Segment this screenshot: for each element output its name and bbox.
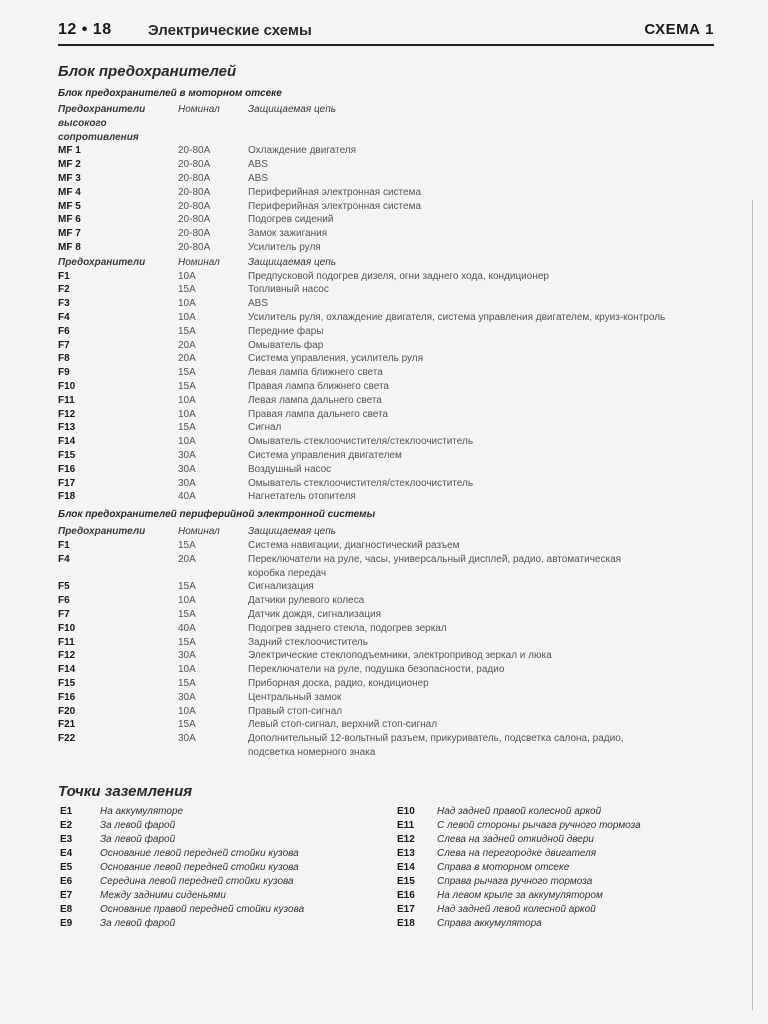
fuse-code: F6 (58, 325, 70, 337)
fuse-row (0, 732, 768, 746)
fuse-circuit: Правый стоп-сигнал (248, 705, 343, 717)
fuse-rating: 15А (178, 719, 196, 731)
fuse-code: F14 (58, 436, 76, 448)
fuse-row (0, 144, 768, 158)
column-header-fuses: Предохранители (58, 104, 146, 115)
fuse-circuit: Подогрев сидений (248, 214, 334, 226)
ground-code: E15 (397, 876, 415, 887)
ground-code: E6 (60, 876, 73, 887)
fuse-code: F22 (58, 733, 76, 745)
fuse-circuit: Правая лампа дальнего света (248, 408, 389, 420)
table-header-row (0, 117, 768, 131)
fuse-code: MF 8 (58, 242, 81, 253)
fuse-code: F7 (58, 339, 70, 351)
fuse-circuit: Приборная доска, радио, кондиционер (248, 678, 429, 689)
ground-location: За левой фарой (100, 834, 176, 845)
table-header-row (0, 103, 768, 117)
fuse-code: F20 (58, 705, 76, 717)
table-header-row (0, 525, 768, 539)
fuse-circuit: Задний стеклоочиститель (248, 636, 368, 648)
fuse-row (0, 325, 768, 339)
fuse-circuit: Датчик дождя, сигнализация (248, 609, 382, 620)
ground-code: E7 (60, 890, 73, 901)
fuse-code: F16 (58, 463, 76, 475)
fuse-row (0, 649, 768, 663)
ground-location: Слева на перегородке двигателя (437, 848, 597, 859)
fuse-rating: 20-80А (178, 145, 211, 157)
fuse-rating: 20-80А (178, 186, 211, 198)
fuse-rating: 10А (178, 312, 196, 323)
fuse-code: F12 (58, 408, 76, 420)
fuse-code: F17 (58, 477, 76, 489)
ground-location: С левой стороны рычага ручного тормоза (437, 820, 641, 831)
fuse-circuit: Омыватель стеклоочистителя/стеклоочиститель (248, 436, 474, 448)
ground-code: E12 (397, 834, 415, 845)
ground-location: Слева на задней откидной двери (437, 834, 594, 845)
fuse-circuit: Датчики рулевого колеса (248, 595, 365, 607)
fuse-row-continuation (0, 746, 768, 760)
fuse-row (0, 636, 768, 650)
ground-location: За левой фарой (100, 918, 176, 929)
fuse-rating: 15А (178, 367, 196, 379)
ground-code: E4 (60, 848, 73, 859)
ground-code: E18 (397, 918, 415, 929)
fuse-rating: 20-80А (178, 200, 211, 212)
page-header (58, 20, 714, 46)
column-header-circuit: Защищаемая цепь (248, 256, 336, 268)
fuse-circuit: ABS (248, 298, 269, 310)
fuse-circuit: Сигнализация (248, 581, 314, 593)
column-header-rating: Номинал (178, 104, 220, 115)
fuse-rating: 15А (178, 381, 196, 392)
fuse-circuit: Омыватель стеклоочистителя/стеклоочиститель (248, 477, 474, 489)
fuse-circuit: Предпусковой подогрев дизеля, огни заднего хода, кондиционер (248, 270, 549, 282)
fuse-row (0, 394, 768, 408)
fuse-code: F1 (58, 270, 70, 282)
ground-location: Над задней левой колесной аркой (437, 904, 596, 915)
column-header-circuit: Защищаемая цепь (248, 526, 336, 538)
fuse-circuit: Система управления двигателем (248, 450, 402, 461)
fuse-code: F2 (58, 284, 70, 296)
fuse-circuit: Подогрев заднего стекла, подогрев зеркал (248, 622, 447, 634)
fuse-row (0, 677, 768, 691)
fuse-rating: 30А (178, 733, 196, 745)
fuse-code: F3 (58, 298, 70, 310)
fuse-rating: 15А (178, 325, 196, 337)
fuse-row (0, 718, 768, 732)
fuse-circuit: ABS (248, 159, 269, 171)
fuse-row (0, 311, 768, 325)
fuse-circuit: ABS (248, 173, 269, 184)
fuse-rating: 10А (178, 664, 196, 676)
fuse-row (0, 553, 768, 567)
fuse-rating: 30А (178, 691, 196, 703)
fuse-circuit: коробка передач (248, 567, 327, 579)
fuse-circuit: Система управления, усилитель руля (248, 353, 424, 365)
fuse-row (0, 380, 768, 394)
ground-location: Основание левой передней стойки кузова (100, 848, 299, 859)
fuse-code: MF 7 (58, 228, 81, 240)
fuse-code: F1 (58, 540, 70, 551)
ground-location: Справа в моторном отсеке (437, 862, 570, 873)
fuse-code: F14 (58, 664, 76, 676)
fuse-code: MF 1 (58, 145, 81, 157)
fuse-row (0, 200, 768, 214)
fuse-code: F9 (58, 367, 70, 379)
fuse-code: MF 6 (58, 214, 81, 226)
ground-location: На левом крыле за аккумулятором (437, 890, 603, 901)
fuse-row (0, 172, 768, 186)
fuse-row (0, 213, 768, 227)
fuse-circuit: подсветка номерного знака (248, 747, 376, 758)
header-title: Электрические схемы (148, 22, 312, 39)
fuse-row (0, 608, 768, 622)
fuse-circuit: Периферийная электронная система (248, 200, 422, 212)
column-header-fuses: Предохранители (58, 526, 146, 538)
fuse-rating: 40А (178, 622, 196, 634)
ground-code: E3 (60, 834, 73, 845)
fuse-code: F15 (58, 450, 76, 461)
fuse-circuit: Дополнительный 12-вольтный разъем, прикуриватель, подсветка салона, радио, (248, 733, 624, 745)
fuse-row (0, 449, 768, 463)
fuse-row (0, 270, 768, 284)
fuse-circuit: Охлаждение двигателя (248, 145, 357, 157)
fuse-row (0, 283, 768, 297)
fuse-row (0, 490, 768, 504)
fuse-row (0, 421, 768, 435)
fuse-rating: 20-80А (178, 228, 211, 240)
fuse-rating: 15А (178, 540, 196, 551)
ground-code: E14 (397, 862, 415, 873)
fuse-circuit: Передние фары (248, 325, 324, 337)
fuse-rating: 20А (178, 353, 196, 365)
fuse-rating: 20-80А (178, 173, 211, 184)
column-header-fuses: сопротивления (58, 131, 139, 143)
fuse-row (0, 366, 768, 380)
fuse-code: F12 (58, 650, 76, 662)
fuse-row (0, 477, 768, 491)
ground-code: E16 (397, 890, 415, 901)
fuse-row (0, 594, 768, 608)
ground-location: Основание левой передней стойки кузова (100, 862, 299, 873)
fuse-rating: 10А (178, 436, 196, 448)
table-header-row (0, 131, 768, 145)
fuse-row (0, 158, 768, 172)
fuse-row (0, 539, 768, 553)
fuse-code: F4 (58, 553, 70, 565)
fuse-rating: 15А (178, 609, 196, 620)
fuse-row (0, 691, 768, 705)
grounds-title: Точки заземления (58, 783, 193, 800)
fuse-circuit: Левая лампа дальнего света (248, 394, 382, 406)
fuse-circuit: Левая лампа ближнего света (248, 367, 383, 379)
fuse-circuit: Периферийная электронная система (248, 186, 422, 198)
fuse-row (0, 622, 768, 636)
fuse-code: F5 (58, 581, 70, 593)
fuse-code: F7 (58, 609, 70, 620)
page-number: 12 • 18 (58, 21, 112, 38)
fuse-rating: 15А (178, 678, 196, 689)
engine-block-subtitle: Блок предохранителей в моторном отсеке (58, 88, 282, 99)
table-header-row (0, 256, 768, 270)
fuse-rating: 40А (178, 491, 196, 503)
fuse-code: F6 (58, 595, 70, 607)
fuse-rating: 15А (178, 581, 196, 593)
ground-location: Над задней правой колесной аркой (437, 806, 602, 817)
column-header-fuses: высокого (58, 117, 107, 129)
fuse-circuit: Омыватель фар (248, 339, 324, 351)
ground-location: Основание правой передней стойки кузова (100, 904, 305, 915)
ground-location: Между задними сиденьями (100, 890, 226, 901)
fuse-circuit: Воздушный насос (248, 463, 332, 475)
fuse-circuit: Переключатели на руле, часы, универсальный дисплей, радио, автоматическая (248, 553, 622, 565)
ground-code: E13 (397, 848, 415, 859)
ground-code: E10 (397, 806, 415, 817)
fuse-circuit: Левый стоп-сигнал, верхний стоп-сигнал (248, 719, 438, 731)
fuse-rating: 10А (178, 595, 196, 607)
fuse-code: MF 2 (58, 159, 81, 171)
fuse-code: F4 (58, 312, 70, 323)
fuse-rating: 15А (178, 636, 196, 648)
fuse-circuit: Система навигации, диагностический разъем (248, 540, 460, 551)
scheme-label: СХЕМА 1 (644, 21, 714, 38)
fuse-rating: 10А (178, 298, 196, 310)
ground-location: За левой фарой (100, 820, 176, 831)
fuse-code: F16 (58, 691, 76, 703)
fuse-row (0, 339, 768, 353)
fuse-circuit: Нагнетатель отопителя (248, 491, 356, 503)
column-header-rating: Номинал (178, 526, 220, 538)
column-header-circuit: Защищаемая цепь (248, 104, 336, 115)
fuse-rating: 10А (178, 270, 196, 282)
fuse-row (0, 408, 768, 422)
ground-location: На аккумуляторе (100, 806, 184, 817)
fuse-rating: 15А (178, 284, 196, 296)
fuse-code: F13 (58, 422, 76, 434)
fuse-circuit: Усилитель руля, охлаждение двигателя, система управления двигателем, круиз-контроль (248, 312, 666, 323)
fuse-circuit: Замок зажигания (248, 228, 328, 240)
fuse-code: MF 4 (58, 186, 81, 198)
column-header-rating: Номинал (178, 256, 220, 268)
fuse-rating: 20А (178, 553, 196, 565)
ground-code: E2 (60, 820, 73, 831)
fuse-code: F11 (58, 636, 75, 648)
fuse-code: MF 3 (58, 173, 81, 184)
fuse-code: F15 (58, 678, 76, 689)
fuse-rating: 15А (178, 422, 196, 434)
ground-code: E11 (397, 820, 415, 831)
fuse-circuit: Центральный замок (248, 691, 342, 703)
fuse-circuit: Усилитель руля (248, 242, 321, 253)
fuse-rating: 20-80А (178, 242, 211, 253)
fuse-row (0, 705, 768, 719)
fuse-circuit: Электрические стеклоподъемники, электропривод зеркал и люка (248, 650, 552, 662)
fuse-rating: 20-80А (178, 159, 211, 171)
fuse-row (0, 297, 768, 311)
fuse-row (0, 227, 768, 241)
fuse-row (0, 352, 768, 366)
fuse-rating: 10А (178, 408, 196, 420)
ground-code: E1 (60, 806, 73, 817)
fuse-code: F21 (58, 719, 76, 731)
fuse-circuit: Переключатели на руле, подушка безопасности, радио (248, 664, 505, 676)
fuse-rating: 10А (178, 705, 196, 717)
fuse-code: F11 (58, 394, 75, 406)
fuse-code: F10 (58, 622, 76, 634)
fuse-row (0, 663, 768, 677)
fuse-rating: 30А (178, 463, 196, 475)
fuse-row-continuation (0, 567, 768, 581)
ground-code: E17 (397, 904, 415, 915)
ground-code: E8 (60, 904, 73, 915)
fuse-row (0, 241, 768, 255)
fuse-code: MF 5 (58, 200, 81, 212)
fuse-rating: 30А (178, 450, 196, 461)
fuse-code: F18 (58, 491, 76, 503)
ground-location: Середина левой передней стойки кузова (100, 876, 294, 887)
fuse-circuit: Правая лампа ближнего света (248, 381, 389, 392)
fuse-rating: 10А (178, 394, 196, 406)
column-header-fuses: Предохранители (58, 256, 146, 268)
ground-code: E5 (60, 862, 73, 873)
fuse-circuit: Топливный насос (248, 284, 329, 296)
ground-location: Справа аккумулятора (437, 918, 542, 929)
fuse-rating: 30А (178, 650, 196, 662)
page-edge-line (752, 200, 753, 1010)
fuse-block-title: Блок предохранителей (58, 63, 237, 80)
ground-location: Справа рычага ручного тормоза (437, 876, 593, 887)
fuse-rating: 20А (178, 339, 196, 351)
peripheral-block-subtitle: Блок предохранителей периферийной электронной системы (58, 509, 376, 521)
fuse-row (0, 463, 768, 477)
fuse-row (0, 580, 768, 594)
fuse-code: F10 (58, 381, 76, 392)
fuse-circuit: Сигнал (248, 422, 282, 434)
fuse-rating: 20-80А (178, 214, 211, 226)
fuse-row (0, 186, 768, 200)
fuse-row (0, 435, 768, 449)
fuse-code: F8 (58, 353, 70, 365)
ground-code: E9 (60, 918, 73, 929)
fuse-rating: 30А (178, 477, 196, 489)
